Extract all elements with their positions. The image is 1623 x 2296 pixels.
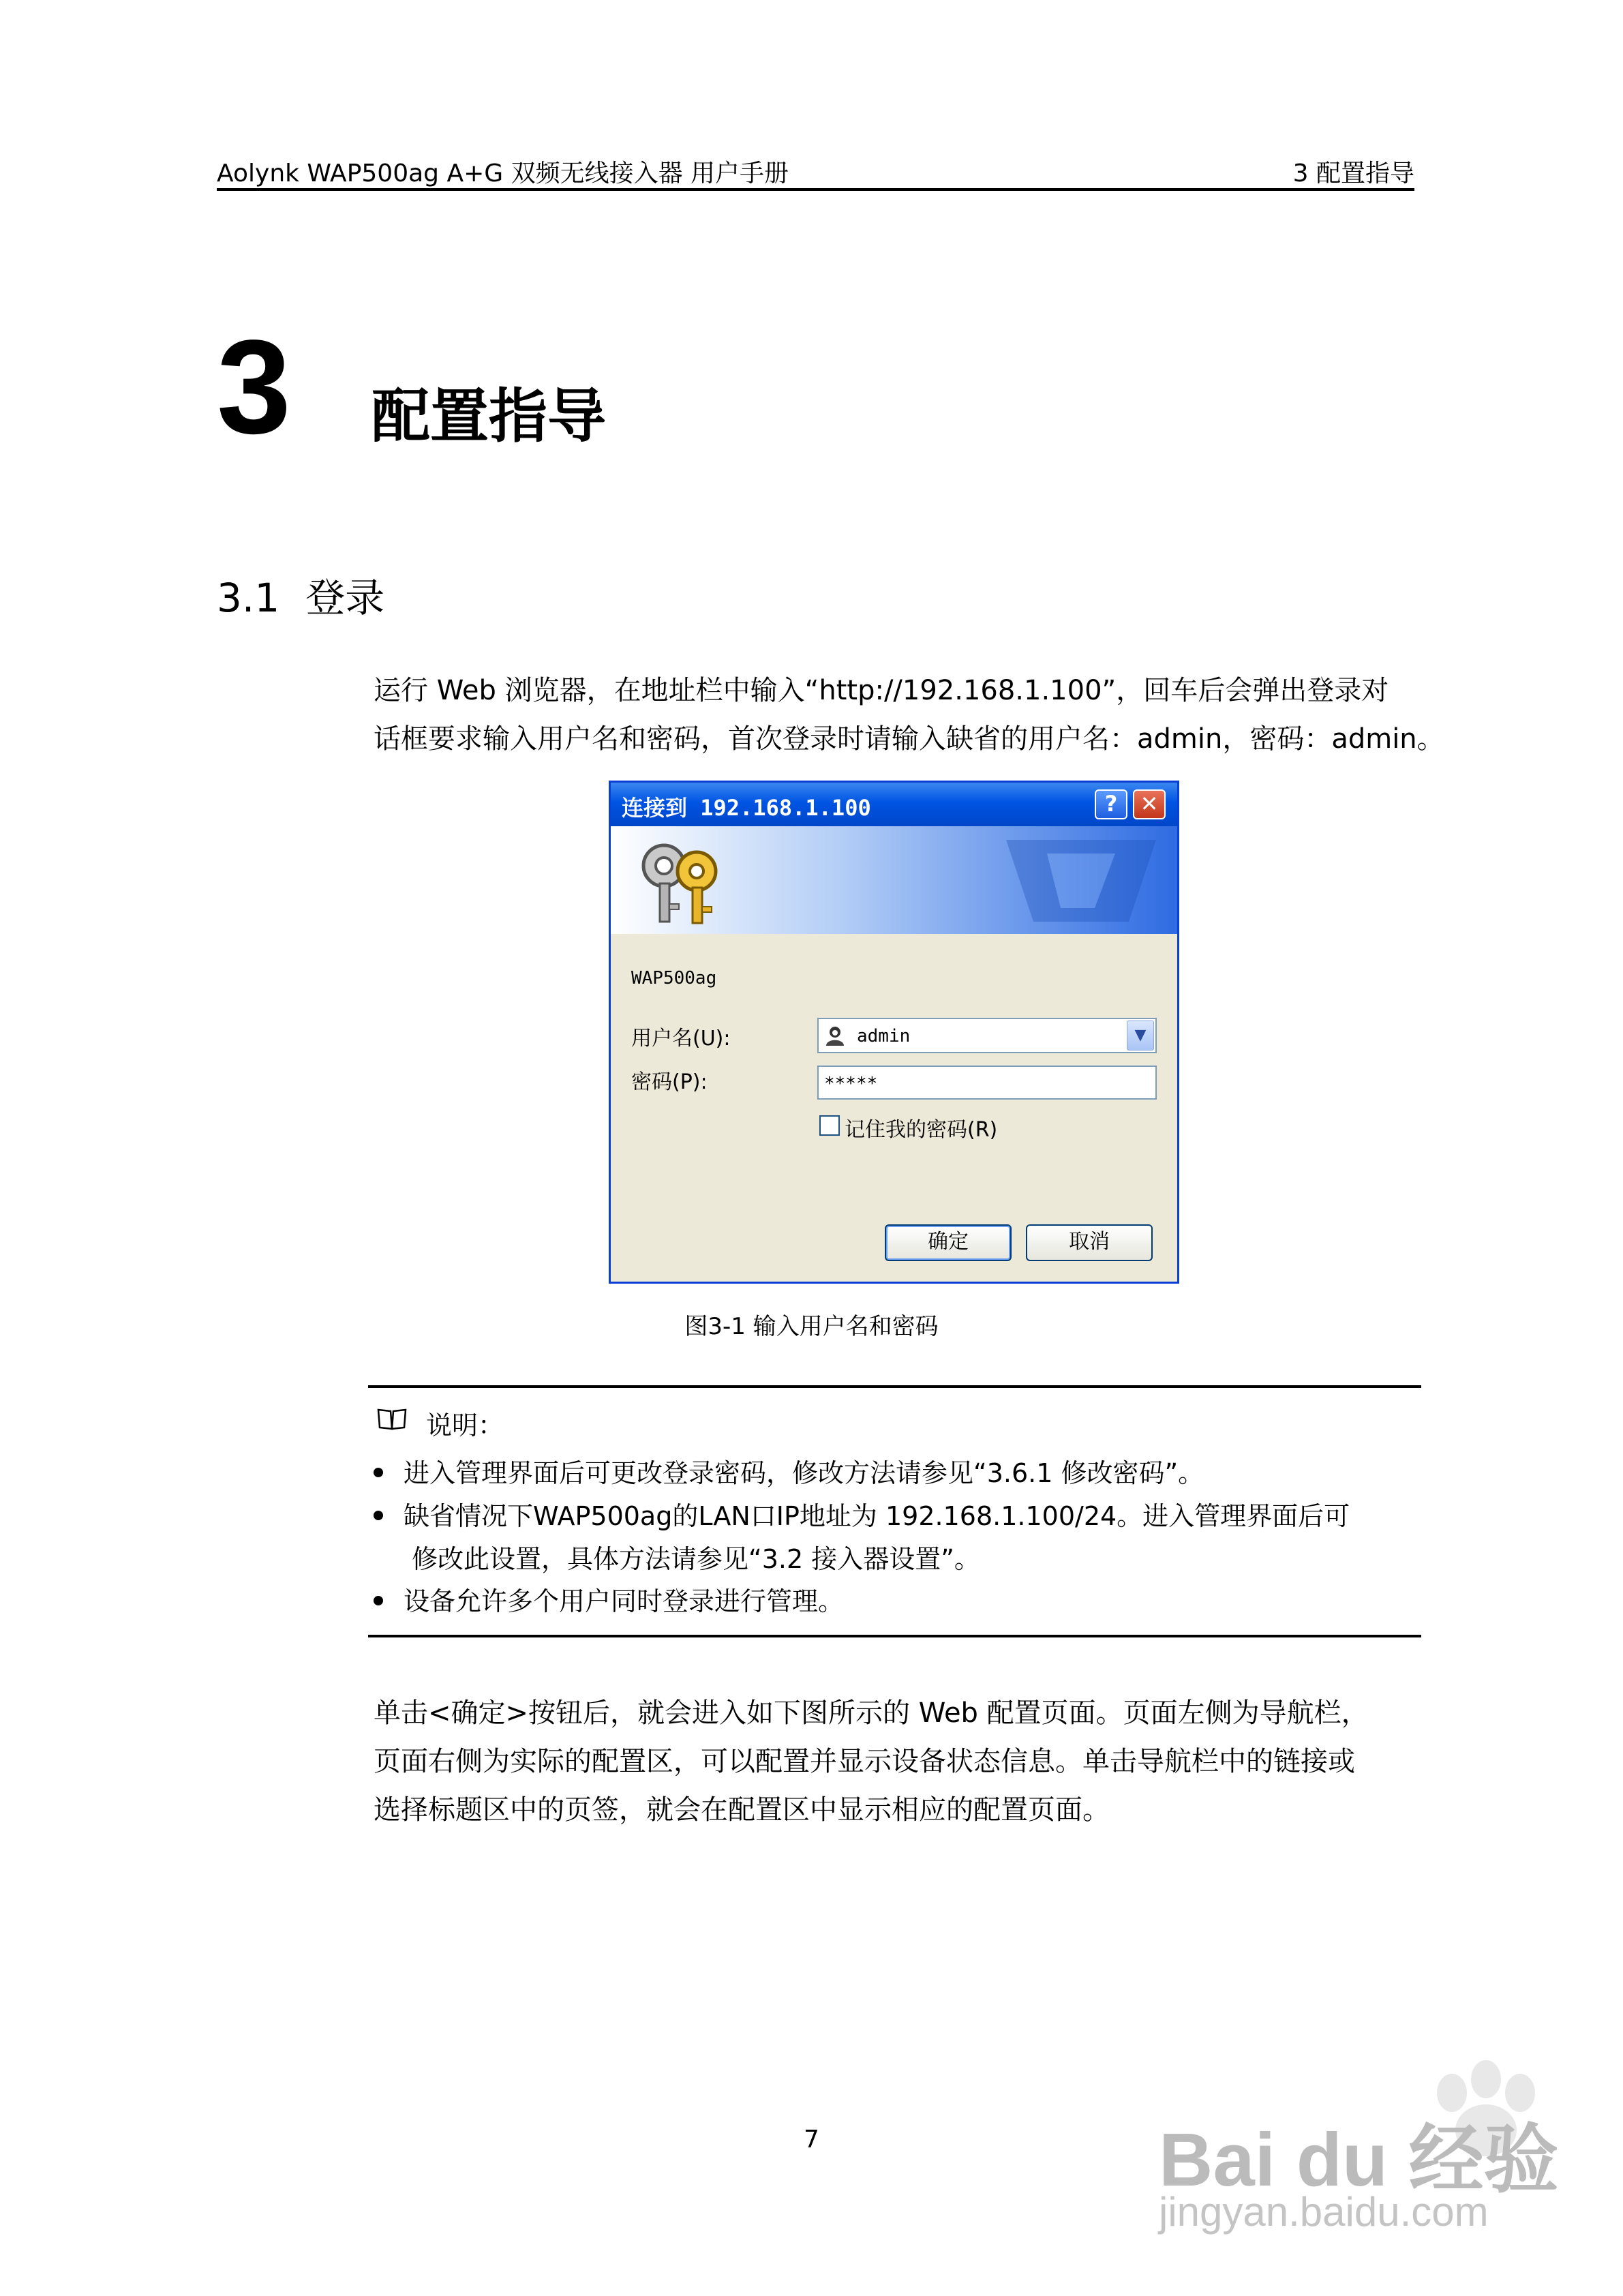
watermark-url: jingyan.baidu.com [1159, 2189, 1489, 2235]
bullet-icon [374, 1511, 383, 1520]
chapter-title: 配置指导 [371, 382, 606, 451]
username-value: admin [857, 1026, 911, 1046]
intro-paragraph [374, 667, 1444, 764]
remember-password-checkbox[interactable] [819, 1115, 840, 1136]
username-label: 用户名(U): [631, 1027, 731, 1051]
help-button[interactable]: ? [1095, 789, 1127, 819]
note-item: 进入管理界面后可更改登录密码，修改方法请参见“3.6.1 修改密码”。 [374, 1452, 1204, 1490]
intro-line-1: 运行 Web 浏览器，在地址栏中输入“http://192.168.1.100”，回车后会弹出登录对 [374, 675, 1389, 706]
note-item-continuation: 修改此设置，具体方法请参见“3.2 接入器设置”。 [412, 1544, 980, 1574]
running-header-title: Aolynk WAP500ag A+G 双频无线接入器 用户手册 [217, 160, 789, 187]
note-top-rule [368, 1385, 1421, 1388]
ok-button[interactable]: 确定 [885, 1224, 1012, 1261]
note-bottom-rule [368, 1635, 1421, 1637]
bullet-icon [374, 1468, 383, 1477]
section-number: 3.1 [217, 575, 280, 621]
password-value: ***** [824, 1074, 878, 1094]
keys-icon [631, 836, 733, 926]
login-dialog [609, 781, 1179, 1284]
user-icon [824, 1025, 846, 1046]
dialog-banner [611, 826, 1177, 934]
close-button[interactable]: ✕ [1133, 789, 1166, 819]
password-label: 密码(P): [631, 1070, 708, 1094]
username-combobox[interactable] [817, 1018, 1157, 1053]
remember-password-label[interactable]: 记住我的密码(R) [845, 1118, 998, 1142]
password-field[interactable] [817, 1066, 1157, 1100]
section-heading [217, 575, 385, 621]
note-item: 缺省情况下WAP500ag的LAN口IP地址为 192.168.1.100/24。进入管理界面后可 [374, 1495, 1350, 1532]
page-number: 7 [804, 2126, 819, 2154]
chevron-down-icon[interactable]: ▼ [1127, 1021, 1154, 1051]
note-heading: 说明： [426, 1410, 504, 1440]
cancel-button[interactable]: 取消 [1026, 1224, 1153, 1261]
bullet-icon [374, 1596, 383, 1605]
note-item: 设备允许多个用户同时登录进行管理。 [374, 1580, 844, 1618]
watermark-brand: Bai du 经验 [1159, 2118, 1559, 2202]
dialog-titlebar [611, 783, 1177, 826]
body-line-2: 页面右侧为实际的配置区，可以配置并显示设备状态信息。单击导航栏中的链接或 [374, 1746, 1355, 1777]
header-rule [217, 188, 1414, 191]
running-header-chapter: 3 配置指导 [1292, 160, 1414, 187]
figure-caption: 图3-1 输入用户名和密码 [684, 1313, 939, 1340]
body-line-1: 单击<确定>按钮后，就会进入如下图所示的 Web 配置页面。页面左侧为导航栏， [374, 1697, 1369, 1729]
body-paragraph [374, 1689, 1369, 1834]
intro-line-2: 话框要求输入用户名和密码，首次登录时请输入缺省的用户名：admin，密码：admin。 [374, 723, 1444, 755]
banner-decoration [992, 833, 1170, 928]
chapter-number: 3 [217, 312, 292, 462]
section-title: 登录 [305, 575, 385, 621]
book-icon [377, 1407, 407, 1432]
body-line-3: 选择标题区中的页签，就会在配置区中显示相应的配置页面。 [374, 1794, 1110, 1826]
realm-label: WAP500ag [631, 968, 717, 988]
dialog-title: 连接到 192.168.1.100 [622, 795, 871, 821]
